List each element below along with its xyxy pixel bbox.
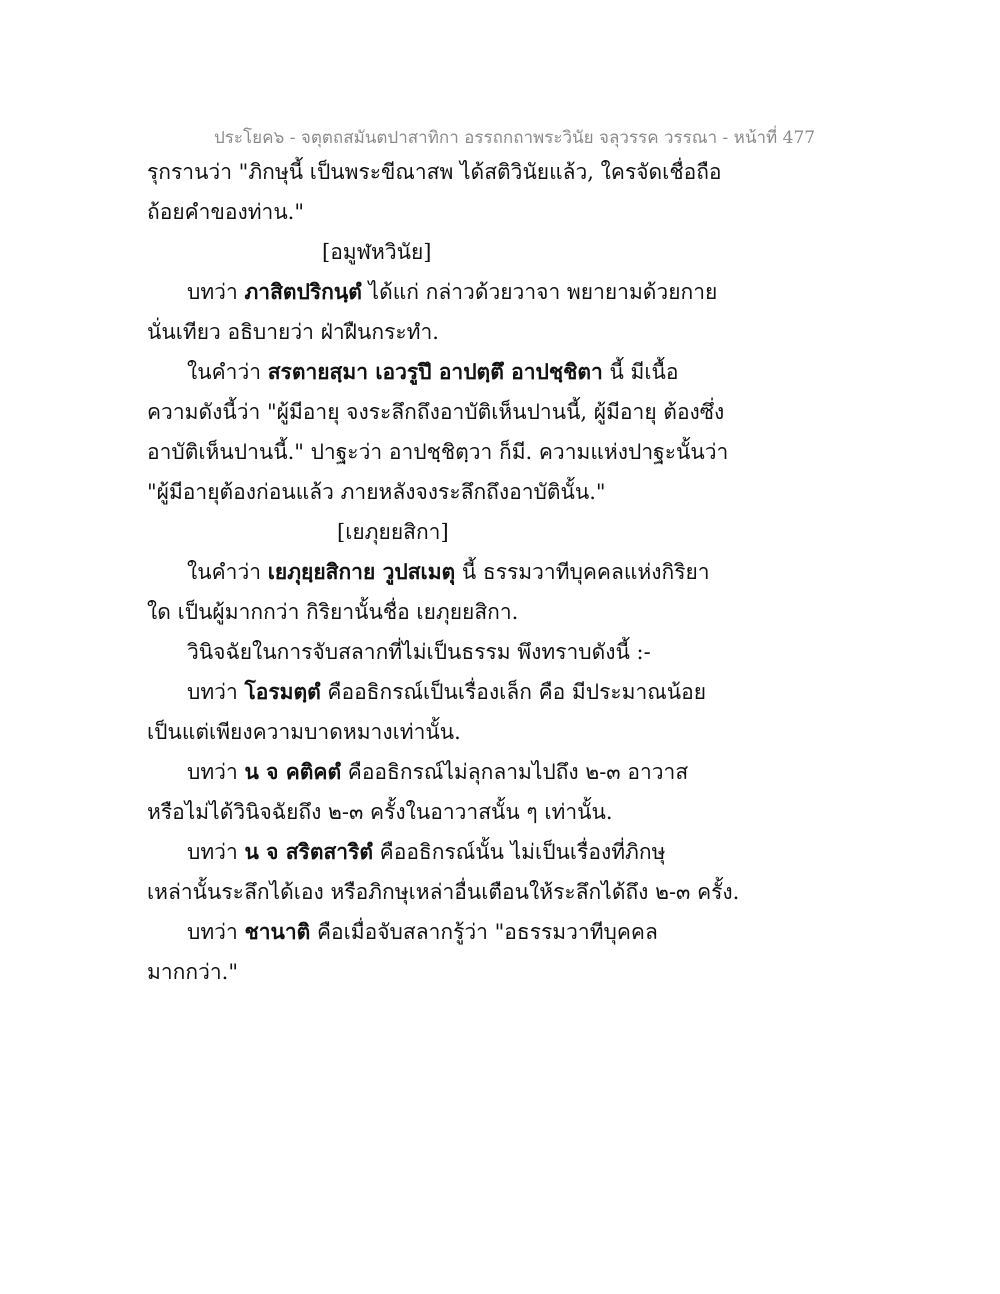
body-line-12 [187,678,706,706]
text-run: บทว่า [187,920,245,944]
body-line-13: เป็นแต่เพียงความบาดหมางเท่านั้น. [147,720,461,744]
text-run: คืออธิกรณ์นั้น ไม่เป็นเรื่องที่ภิกษุ [372,840,666,864]
pali-term: สรตายสฺมา เอวรูปึ อาปตฺตึ อาปชฺชิตา [267,359,603,384]
text-run: บทว่า [187,280,245,304]
body-line-1: รุกรานว่า "ภิกษุนี้ เป็นพระขีณาสพ ได้สติวินัยแล้ว, ใครจัดเชื่อถือ [147,160,722,184]
body-line-7: อาบัติเห็นปานนี้." ปาฐะว่า อาปชฺชิตฺวา ก็มี. ความแห่งปาฐะนั้นว่า [147,440,729,464]
body-line-8: "ผู้มีอายุต้องก่อนแล้ว ภายหลังจงระลึกถึงอาบัตินั้น." [147,480,606,504]
section-heading-yebhuyyasika: [เยภุยยสิกา] [337,520,449,544]
body-line-10: ใด เป็นผู้มากกว่า กิริยานั้นชื่อ เยภุยยสิกา. [147,600,519,624]
body-line-11: วินิจฉัยในการจับสลากที่ไม่เป็นธรรม พึงทราบดังนี้ :- [187,640,651,664]
text-run: คือเมื่อจับสลากรู้ว่า "อธรรมวาทีบุคคล [310,920,658,944]
body-line-9 [187,558,710,586]
page-header: ประโยค๖ - จตุตถสมันตปาสาทิกา อรรถกถาพระวินัย จลุวรรค วรรณา - หน้าที่ 477 [214,128,816,148]
text-run: ในคำว่า [187,560,268,584]
text-run: นี้ มีเนื้อ [602,360,679,384]
pali-term: ภาสิตปริกนฺตํ [244,279,362,304]
body-line-5 [187,358,679,386]
body-line-3 [187,278,717,306]
body-line-4: นั่นเทียว อธิบายว่า ฝ่าฝืนกระทำ. [147,320,439,344]
body-line-14 [187,758,688,786]
text-run: คืออธิกรณ์เป็นเรื่องเล็ก คือ มีประมาณน้อย [320,680,707,704]
body-line-15: หรือไม่ได้วินิจฉัยถึง ๒-๓ ครั้งในอาวาสนั้น ๆ เท่านั้น. [147,800,613,824]
pali-term: เยภุยฺยสิกาย วูปสเมตุ [267,559,456,584]
body-line-6: ความดังนี้ว่า "ผู้มีอายุ จงระลึกถึงอาบัติเห็นปานนี้, ผู้มีอายุ ต้องซึ่ง [147,400,725,424]
pali-term: ชานาติ [244,919,311,944]
text-run: บทว่า [187,680,245,704]
text-run: นี้ ธรรมวาทีบุคคลแห่งกิริยา [455,560,710,584]
pali-term: โอรมตฺตํ [244,679,321,704]
body-line-2: ถ้อยคำของท่าน." [147,200,305,224]
pali-term: น จ สริตสาริตํ [244,839,373,864]
body-line-16 [187,838,665,866]
body-line-19: มากกว่า." [147,960,238,984]
body-line-18 [187,918,658,946]
text-run: ได้แก่ กล่าวด้วยวาจา พยายามด้วยกาย [361,280,718,304]
text-run: ในคำว่า [187,360,268,384]
body-line-17: เหล่านั้นระลึกได้เอง หรือภิกษุเหล่าอื่นเตือนให้ระลึกได้ถึง ๒-๓ ครั้ง. [147,880,740,904]
pali-term: น จ คติคตํ [244,759,342,784]
section-heading-amulha: [อมูฬหวินัย] [322,240,432,264]
text-run: คืออธิกรณ์ไม่ลุกลามไปถึง ๒-๓ อาวาส [341,760,689,784]
text-run: บทว่า [187,840,245,864]
text-run: บทว่า [187,760,245,784]
